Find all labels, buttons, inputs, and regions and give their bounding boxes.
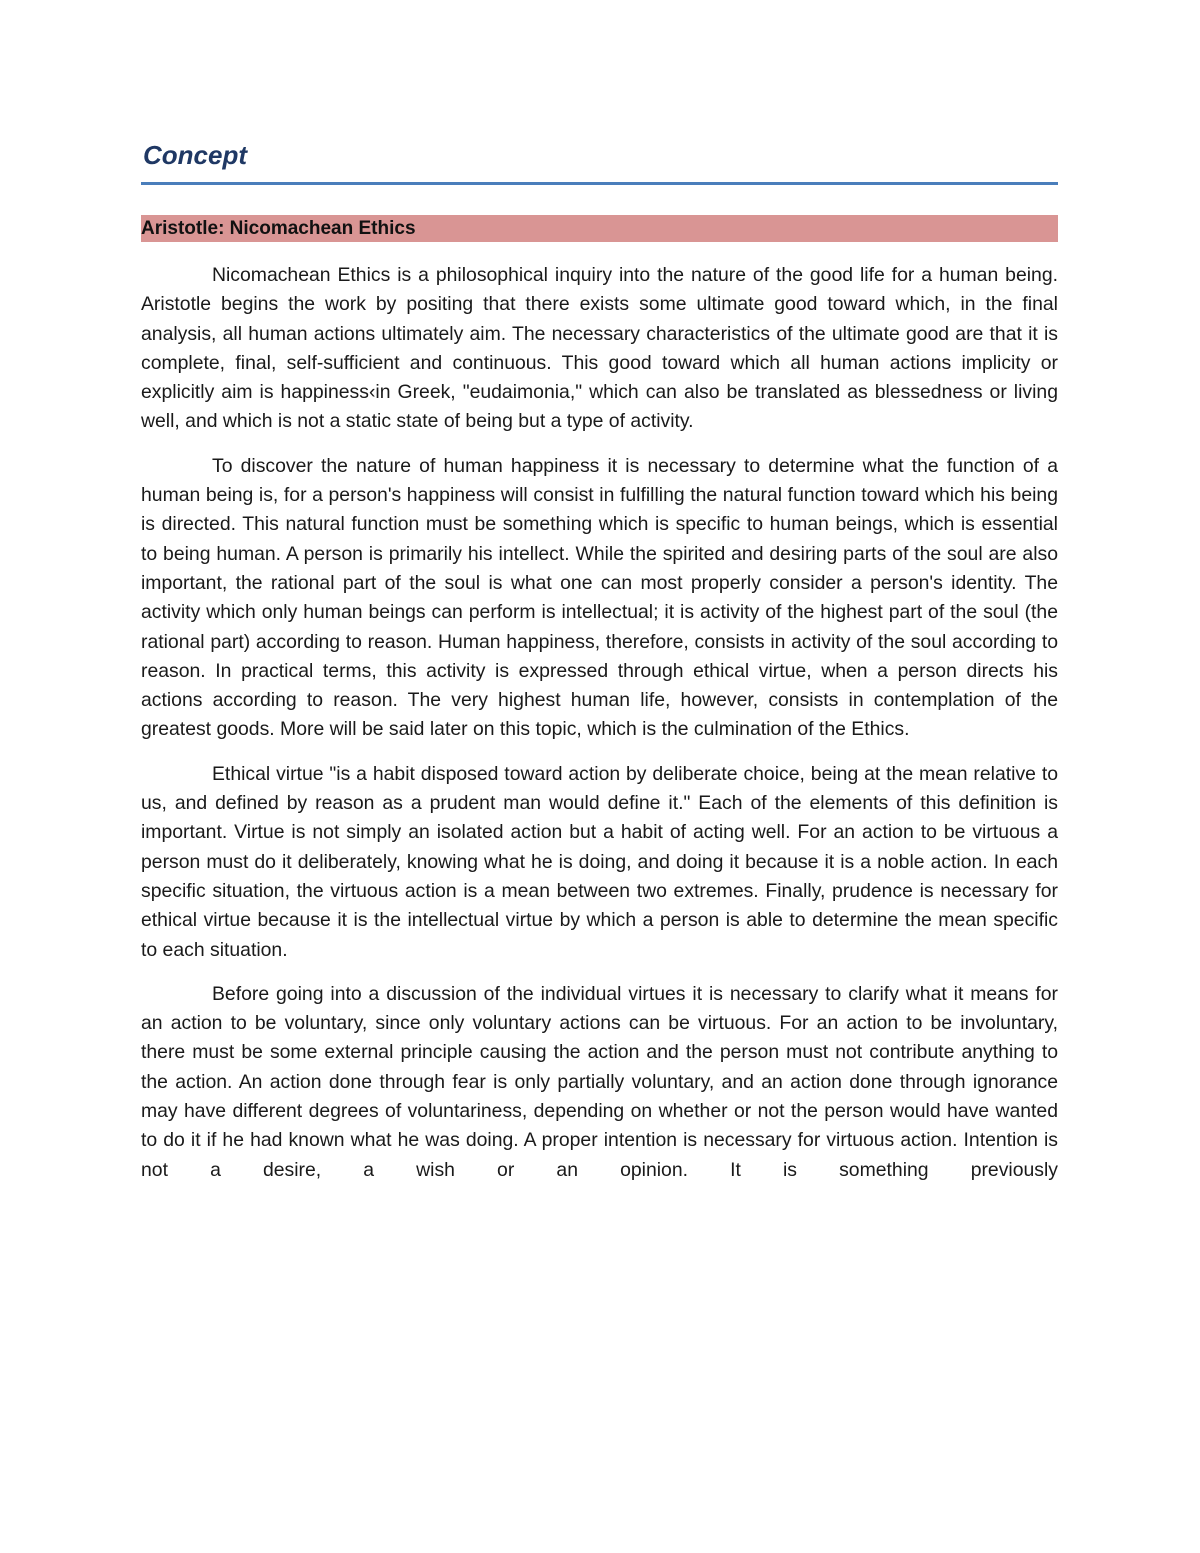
document-body [141, 261, 1058, 1185]
document-title: Concept [141, 138, 1058, 185]
document-page [141, 138, 1058, 1200]
paragraph-3: Ethical virtue "is a habit disposed toward action by deliberate choice, being at the mean relative to us, and defined by reason as a prudent man would define it." Each of the elements of this definition is important. Virtue is not simply an isolated action but a habit of acting well. For an action to be virtuous a person must do it deliberately, knowing what he is doing, and doing it because it is a noble action. In each specific situation, the virtuous action is a mean between two extremes. Finally, prudence is necessary for ethical virtue because it is the intellectual virtue by which a person is able to determine the mean specific to each situation. [141, 762, 1058, 961]
paragraph-2: To discover the nature of human happiness it is necessary to determine what the function of a human being is, for a person's happiness will consist in fulfilling the natural function toward which his being is directed. This natural function must be something which is specific to human beings, which is essential to being human. A person is primarily his intellect. While the spirited and desiring parts of the soul are also important, the rational part of the soul is what one can most properly consider a person's identity. The activity which only human beings can perform is intellectual; it is activity of the highest part of the soul (the rational part) according to reason. Human happiness, therefore, consists in activity of the soul according to reason. In practical terms, this activity is expressed through ethical virtue, when a person directs his actions according to reason. The very highest human life, however, consists in contemplation of the greatest goods. More will be said later on this topic, which is the culmination of the Ethics. [141, 454, 1058, 741]
paragraph-4: Before going into a discussion of the individual virtues it is necessary to clarify what it means for an action to be voluntary, since only voluntary actions can be virtuous. For an action to be involuntary, there must be some external principle causing the action and the person must not contribute anything to the action. An action done through fear is only partially voluntary, and an action done through ignorance may have different degrees of voluntariness, depending on whether or not the person would have wanted to do it if he had known what he was doing. A proper intention is necessary for virtuous action. Intention is not a desire, a wish or an opinion. It is something previously [141, 982, 1058, 1181]
paragraph-1: Nicomachean Ethics is a philosophical inquiry into the nature of the good life for a human being. Aristotle begins the work by positing that there exists some ultimate good toward which, in the final analysis, all human actions ultimately aim. The necessary characteristics of the ultimate good are that it is complete, final, self-sufficient and continuous. This good toward which all human actions implicity or explicitly aim is happiness‹in Greek, "eudaimonia," which can also be translated as blessedness or living well, and which is not a static state of being but a type of activity. [141, 264, 1058, 433]
section-heading: Aristotle: Nicomachean Ethics [141, 215, 1058, 242]
